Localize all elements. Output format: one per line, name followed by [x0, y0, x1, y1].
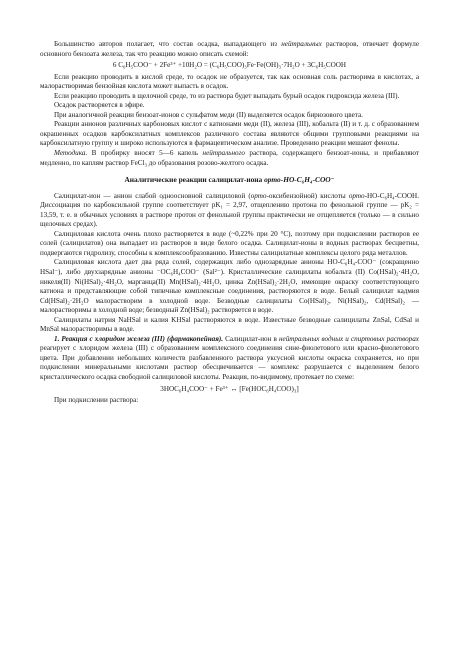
section-heading-salicylate: Аналитические реакции салицилат-иона орто-HO-C₆H₄-COO⁻ [124, 175, 335, 185]
paragraph-alkaline-medium: Если реакцию проводить в щелочной среде, то из раствора будет выпадать бурый осадок гидроксида железа (III). [54, 91, 400, 100]
paragraph-salicylate-intro: Салицилат-ион — анион слабой одноосновной салициловой (орто-оксибензойной) кислоты орто-HO-C₆H₄-COOH. Диссоциация по карбоксильной группе соответствует pK₁ = 2,97, отщеплению протона по фенольной группе — pK₂ = 13,59, т. е. в обычных условиях в растворе протон от фенольной группы практически не отщепляется (только — в сильно щелочных средах). [40, 191, 419, 229]
paragraph-sodium-potassium: Салицилаты натрия NaHSal и калия KHSal растворяются в воде. Известные безводные салицилаты ZnSal, CdSal и MnSal малорастворимы в воде. [40, 315, 419, 334]
paragraph-basic-benzoate: Большинство авторов полагает, что состав осадка, выпадающего из нейтральных растворов, отвечает формуле основного бензоата железа, так что реакцию можно описать схемой: [40, 40, 419, 58]
equation-benzoate-iron: 6 C₆H₅COO⁻ + 2Fe³⁺ +10H₂O = (C₆H₅COO)₃Fe·Fe(OH)₃·7H₂O + 3C₆H₅COOH [112, 61, 347, 70]
paragraph-solubility: Салициловая кислота очень плохо растворяется в воде (~0,22% при 20 °C), поэтому при подкислении растворов ее солей (салицилатов) она выпадает из растворов в виде белого осадка. Салицилат-ионы в водных растворах бесцветны, подвергаются гидролизу, способны к комплексообразованию. Известны салицилатные комплексы целого ряда металлов. [40, 229, 419, 257]
paragraph-salt-series: Салициловая кислота дает два ряда солей, содержащих либо однозарядные анионы HO-C₆H₄-COO⁻ (сокращенно HSal⁻), либо двухзарядные анионы ⁻OC₆H₄COO⁻ (Sal²⁻). Кристаллические салицилаты кобальта (II) Co(HSal)₂·4H₂O, никеля(II) Ni(HSal)₂·4H₂O, марганца(II) Mn(HSal)₂·4H₂O, цинка Zn(HSal)₂·2H₂O, имеющие окраску соответствующего катиона и представляющие собой типичные комплексные соединения, растворяются в воде. Белый салицилат кадмия Cd(HSal)₂·2H₂O малорастворим в холодной воде. Безводные салицилаты Co(HSal)₂, Ni(HSal)₂, Cd(HSal)₂ — малорастворимы в холодной воде; безводный Zn(HSal)₂ растворяется в воде. [40, 258, 419, 315]
paragraph-group-reactions: Реакции анионов различных карбоновых кислот с катионами меди (II), железа (III), кобальта (II) и т. д. с образованием окрашенных осадков карбоксилатных комплексов различного состава являются общими групповыми реакциями на карбоксилатную группу и широко используются в фармацевтическом анализе. Проведению реакции мешают фенолы. [40, 120, 419, 148]
equation-salicylate-iron: 3HOC₆H₄COO⁻ + Fe³⁺ ↔ [Fe(HOC₆H₄COO)₃] [160, 384, 299, 393]
paragraph-acidic-medium: Если реакцию проводить в кислой среде, то осадок не образуется, так как основная соль растворима в кислотах, а малорастворимая бензойная кислота может выпасть в осадок. [40, 72, 419, 91]
paragraph-acidification: При подкислении раствора: [54, 396, 139, 405]
paragraph-ether: Осадок растворяется в эфире. [54, 101, 145, 110]
paragraph-copper-sulfate: При аналогичной реакции бензоат-ионов с сульфатом меди (II) выделяется осадок бирюзового цвета. [54, 110, 363, 119]
paragraph-iron-chloride-reaction: 1. Реакция с хлоридом железа (III) (фармакопейная). Салицилат-ион в нейтральных водных и спиртовых растворах реагирует с хлоридом железа (III) с образованием комплексного соединения сине-фиолетового или красно-фиолетового цвета. При добавлении небольших количеств разбавленного раствора уксусной кислоты окраска сохраняется, но при подкислении минеральными кислотами раствор обесцвечивается — комплекс разрушается с выделением белого кристаллического осадка свободной салициловой кислоты. Реакция, по-видимому, протекает по схеме: [40, 334, 419, 381]
paragraph-method: Методика. В пробирку вносят 5—6 капель нейтрального раствора, содержащего бензоат-ионы, и прибавляют медленно, по каплям раствор FeCl₃ до образования розово-желтого осадка. [40, 149, 419, 167]
